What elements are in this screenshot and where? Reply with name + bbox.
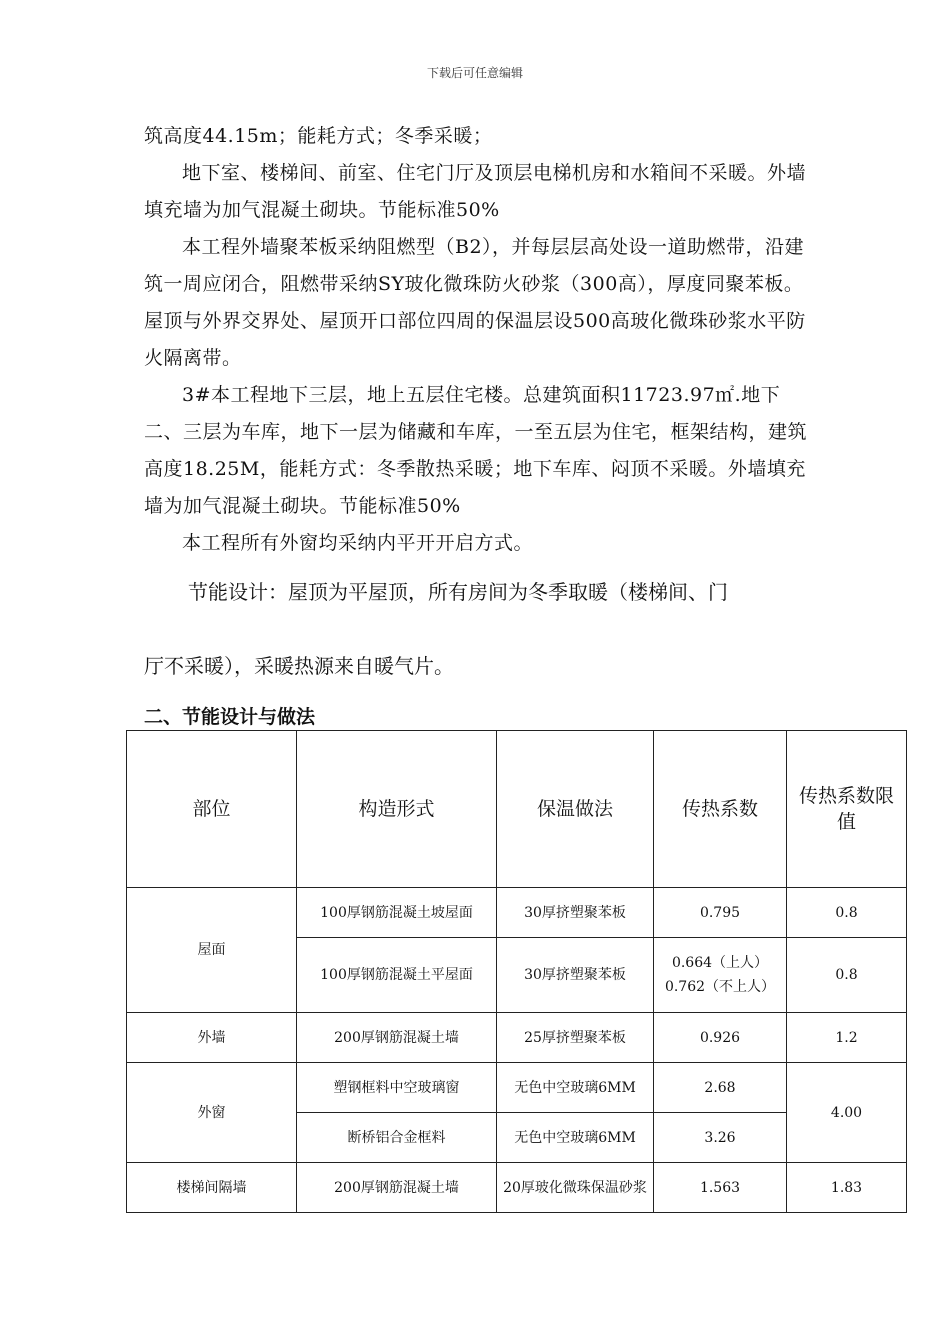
energy-design-note <box>144 574 824 684</box>
limit-cell: 0.8 <box>787 888 907 938</box>
paragraph: 地下室、楼梯间、前室、住宅门厅及顶层电梯机房和水箱间不采暖。外墙填充墙为加气混凝土砌块。节能标准50% <box>144 162 807 221</box>
k-value-cell: 0.795 <box>654 888 787 938</box>
insulation-cell: 20厚玻化微珠保温砂浆 <box>497 1163 654 1213</box>
structure-cell: 100厚钢筋混凝土坡屋面 <box>297 888 497 938</box>
structure-cell: 200厚钢筋混凝土墙 <box>297 1013 497 1063</box>
energy-spec-table <box>126 730 907 1213</box>
part-cell: 楼梯间隔墙 <box>127 1163 297 1213</box>
page-header: 下载后可任意编辑 <box>426 66 523 80</box>
part-cell: 外窗 <box>127 1063 297 1163</box>
insulation-cell: 30厚挤塑聚苯板 <box>497 888 654 938</box>
k-value-cell: 1.563 <box>654 1163 787 1213</box>
header-cell: 构造形式 <box>297 731 497 888</box>
design-line: 厅不采暖），采暖热源来自暖气片。 <box>144 654 454 678</box>
insulation-cell: 30厚挤塑聚苯板 <box>497 938 654 1013</box>
k-value-cell: 0.664（上人）0.762（不上人） <box>654 938 787 1013</box>
header-cell: 部位 <box>127 731 297 888</box>
limit-cell: 1.83 <box>787 1163 907 1213</box>
header-cell: 传热系数 <box>654 731 787 888</box>
structure-cell: 塑钢框料中空玻璃窗 <box>297 1063 497 1113</box>
insulation-cell: 无色中空玻璃6MM <box>497 1113 654 1163</box>
k-value-cell: 2.68 <box>654 1063 787 1113</box>
section-title: 二、节能设计与做法 <box>144 706 316 728</box>
paragraph: 本工程所有外窗均采纳内平开开启方式。 <box>182 532 534 554</box>
paragraph: 本工程外墙聚苯板采纳阻燃型（B2），并每层层高处设一道助燃带，沿建筑一周应闭合，阻燃带采纳SY玻化微珠防火砂浆（300高），厚度同聚苯板。屋顶与外界交界处、屋顶开口部位四周的保温层设500高玻化微珠砂浆水平防火隔离带。 <box>144 236 806 369</box>
k-value-cell: 3.26 <box>654 1113 787 1163</box>
table-header-row <box>127 731 907 888</box>
k-value-cell: 0.926 <box>654 1013 787 1063</box>
insulation-cell: 无色中空玻璃6MM <box>497 1063 654 1113</box>
part-cell: 外墙 <box>127 1013 297 1063</box>
part-cell: 屋面 <box>127 888 297 1013</box>
header-cell: 传热系数限值 <box>787 731 907 888</box>
table-row <box>127 1163 907 1213</box>
header-cell: 保温做法 <box>497 731 654 888</box>
table-row <box>127 1063 907 1113</box>
body-text <box>144 118 814 562</box>
table-row <box>127 888 907 938</box>
limit-cell: 0.8 <box>787 938 907 1013</box>
structure-cell: 200厚钢筋混凝土墙 <box>297 1163 497 1213</box>
paragraph: 筑高度44.15m；能耗方式；冬季采暖； <box>144 125 493 147</box>
insulation-cell: 25厚挤塑聚苯板 <box>497 1013 654 1063</box>
table-row <box>127 1013 907 1063</box>
structure-cell: 100厚钢筋混凝土平屋面 <box>297 938 497 1013</box>
paragraph: 3#本工程地下三层，地上五层住宅楼。总建筑面积11723.97㎡.地下二、三层为车库，地下一层为储藏和车库，一至五层为住宅，框架结构，建筑高度18.25M，能耗方式：冬季散热采暖；地下车库、闷顶不采暖。外墙填充墙为加气混凝土砌块。节能标准50% <box>144 384 808 517</box>
limit-cell: 1.2 <box>787 1013 907 1063</box>
structure-cell: 断桥铝合金框料 <box>297 1113 497 1163</box>
design-line: 节能设计：屋顶为平屋顶，所有房间为冬季取暖（楼梯间、门 <box>188 580 728 604</box>
limit-cell: 4.00 <box>787 1063 907 1163</box>
